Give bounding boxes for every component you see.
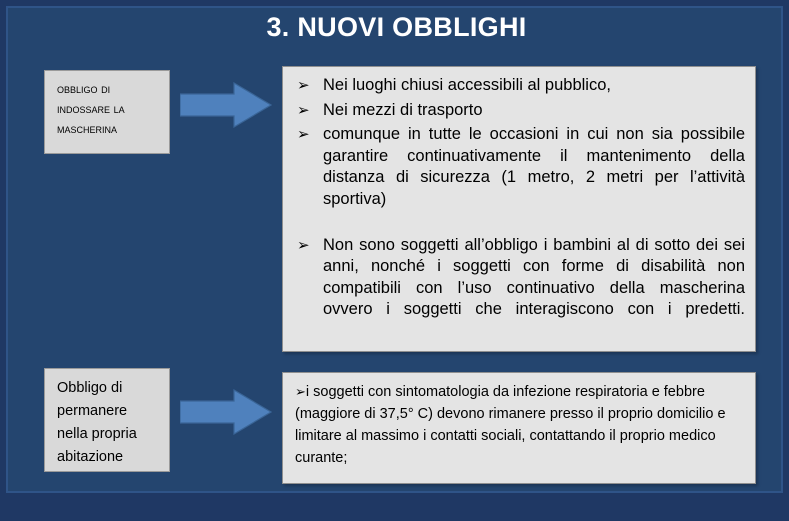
- home-rules-paragraph: [295, 381, 743, 469]
- content-box-mask-rules: [282, 66, 756, 352]
- label-home-line-2: permanere: [57, 403, 128, 419]
- list-item: [293, 124, 745, 232]
- bullet-arrow-icon: ➢: [297, 236, 310, 254]
- list-item-text: Non sono soggetti all’obbligo i bambini al di sotto dei sei anni, nonché i soggetti con forme di disabilità non compatibili con l’uso continuativo della mascherina ovvero i soggetti che interagiscono con i predetti.: [323, 235, 745, 318]
- label-home-line-4: abitazione: [57, 449, 124, 465]
- bullet-arrow-icon: ➢: [297, 101, 310, 119]
- list-item-text: comunque in tutte le occasioni in cui non sia possibile garantire continuativamente il mantenimento della distanza di sicurezza (1 metro, 2 metri per l’attività sportiva): [323, 125, 745, 208]
- list-item: [293, 100, 745, 122]
- arrow-right-icon-mask: [180, 82, 272, 128]
- bullet-arrow-icon: ➢: [295, 384, 306, 399]
- label-mask-line-3: mascherina: [57, 121, 118, 136]
- label-home-line-1: Obbligo di: [57, 380, 123, 396]
- bullet-arrow-icon: ➢: [297, 126, 310, 143]
- slide-body: [6, 6, 783, 493]
- list-item: [293, 75, 745, 97]
- label-mask-line-1: obbligo di: [57, 81, 111, 96]
- mask-rules-list: [293, 75, 745, 342]
- arrow-right-icon-home: [180, 389, 272, 435]
- list-item: [293, 235, 745, 343]
- label-mask-line-2: indossare la: [57, 101, 125, 116]
- page-title: 3. NUOVI OBBLIGHI: [266, 12, 527, 42]
- label-box-mask-obligation: [44, 70, 170, 154]
- label-home-line-3: nella propria: [57, 426, 137, 442]
- list-item-text: Nei mezzi di trasporto: [323, 100, 483, 119]
- home-rules-text: i soggetti con sintomatologia da infezione respiratoria e febbre (maggiore di 37,5° C) devono rimanere presso il proprio domicilio e limitare al massimo i contatti sociali, contattando il proprio medico curante;: [295, 384, 726, 466]
- content-box-home-rules: [282, 372, 756, 484]
- label-box-home-obligation: [44, 368, 170, 472]
- bullet-arrow-icon: ➢: [297, 77, 310, 94]
- list-item-text: Nei luoghi chiusi accessibili al pubblico,: [323, 76, 611, 94]
